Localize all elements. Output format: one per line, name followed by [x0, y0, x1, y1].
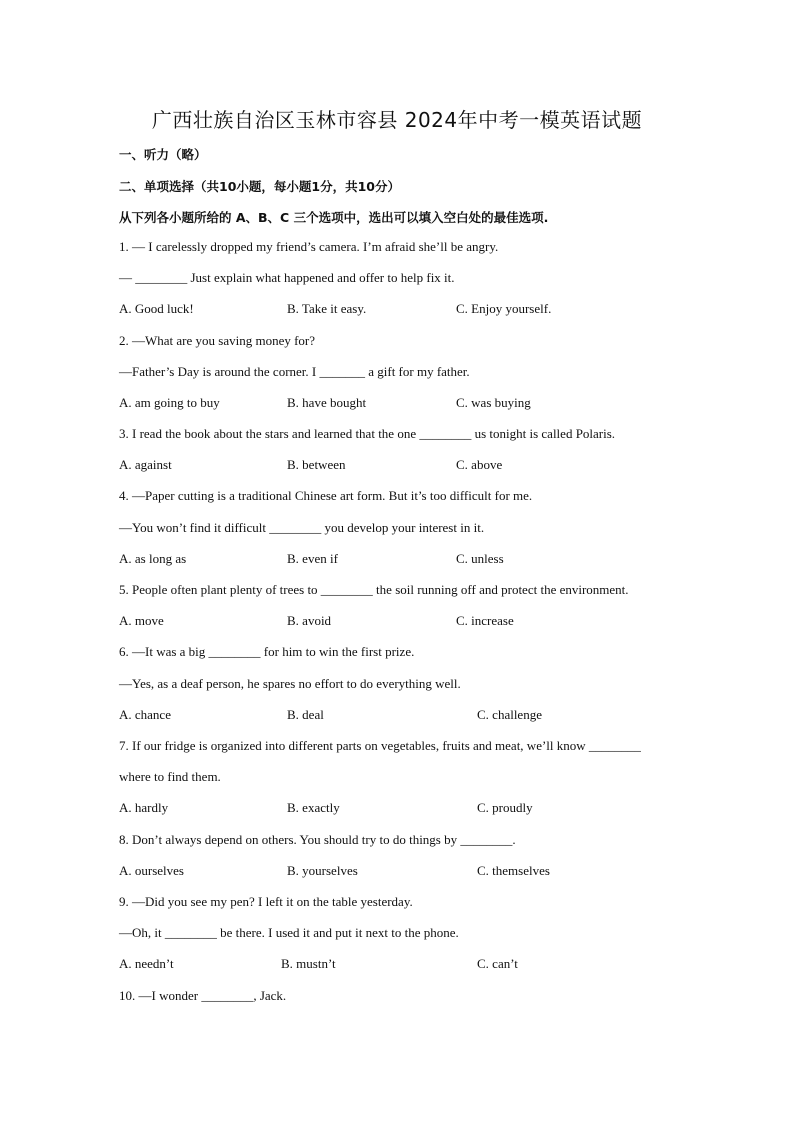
question-7-option-b: B. exactly — [287, 800, 340, 815]
section-listening: 一、听力（略） — [119, 147, 207, 162]
page-title: 广西壮族自治区玉林市容县 2024年中考一模英语试题 — [151, 108, 643, 132]
question-4-option-b: B. even if — [287, 551, 338, 566]
question-3-option-a: A. against — [119, 457, 172, 472]
question-8-option-c: C. themselves — [477, 863, 550, 878]
question-9-option-b: B. mustn’t — [281, 956, 336, 971]
question-7-line-1: 7. If our fridge is organized into different parts on vegetables, fruits and meat, we’ll know ________ — [119, 738, 641, 753]
question-1-line-2: — ________ Just explain what happened and offer to help fix it. — [119, 270, 455, 285]
question-1-line-1: 1. — I carelessly dropped my friend’s camera. I’m afraid she’ll be angry. — [119, 239, 499, 254]
question-8-option-b: B. yourselves — [287, 863, 358, 878]
question-1-option-c: C. Enjoy yourself. — [456, 301, 552, 316]
question-10-line-1: 10. —I wonder ________, Jack. — [119, 988, 287, 1003]
question-3-option-c: C. above — [456, 457, 503, 472]
question-5-line-1: 5. People often plant plenty of trees to ________ the soil running off and protect the environment. — [119, 582, 629, 597]
question-4-line-2: —You won’t find it difficult ________ you develop your interest in it. — [119, 520, 485, 535]
question-5-option-c: C. increase — [456, 613, 514, 628]
question-4-line-1: 4. —Paper cutting is a traditional Chinese art form. But it’s too difficult for me. — [119, 488, 533, 503]
question-1-option-a: A. Good luck! — [119, 301, 194, 316]
question-4-option-c: C. unless — [456, 551, 504, 566]
question-6-option-c: C. challenge — [477, 707, 542, 722]
question-2-line-1: 2. —What are you saving money for? — [119, 333, 316, 348]
question-4-option-a: A. as long as — [119, 551, 187, 566]
question-6-line-1: 6. —It was a big ________ for him to win the first prize. — [119, 644, 415, 659]
question-7-option-c: C. proudly — [477, 800, 533, 815]
question-7-option-a: A. hardly — [119, 800, 169, 815]
question-5-option-a: A. move — [119, 613, 164, 628]
question-8-line-1: 8. Don’t always depend on others. You should try to do things by ________. — [119, 832, 516, 847]
question-3-option-b: B. between — [287, 457, 346, 472]
question-3-line-1: 3. I read the book about the stars and learned that the one ________ us tonight is called Polaris. — [119, 426, 616, 441]
question-2-option-c: C. was buying — [456, 395, 531, 410]
question-1-option-b: B. Take it easy. — [287, 301, 367, 316]
question-7-line-2: where to find them. — [119, 769, 221, 784]
question-9-line-2: —Oh, it ________ be there. I used it and put it next to the phone. — [119, 925, 459, 940]
section-single-choice: 二、单项选择（共10小题，每小题1分，共10分） — [119, 179, 400, 194]
question-8-option-a: A. ourselves — [119, 863, 184, 878]
question-2-option-b: B. have bought — [287, 395, 367, 410]
question-6-option-b: B. deal — [287, 707, 324, 722]
question-6-line-2: —Yes, as a deaf person, he spares no effort to do everything well. — [119, 676, 461, 691]
instruction: 从下列各小题所给的 A、B、C 三个选项中，选出可以填入空白处的最佳选项. — [119, 210, 549, 225]
question-9-option-a: A. needn’t — [119, 956, 174, 971]
question-2-line-2: —Father’s Day is around the corner. I _______ a gift for my father. — [119, 364, 470, 379]
question-2-option-a: A. am going to buy — [119, 395, 220, 410]
question-5-option-b: B. avoid — [287, 613, 332, 628]
question-9-line-1: 9. —Did you see my pen? I left it on the table yesterday. — [119, 894, 413, 909]
question-6-option-a: A. chance — [119, 707, 171, 722]
question-9-option-c: C. can’t — [477, 956, 518, 971]
